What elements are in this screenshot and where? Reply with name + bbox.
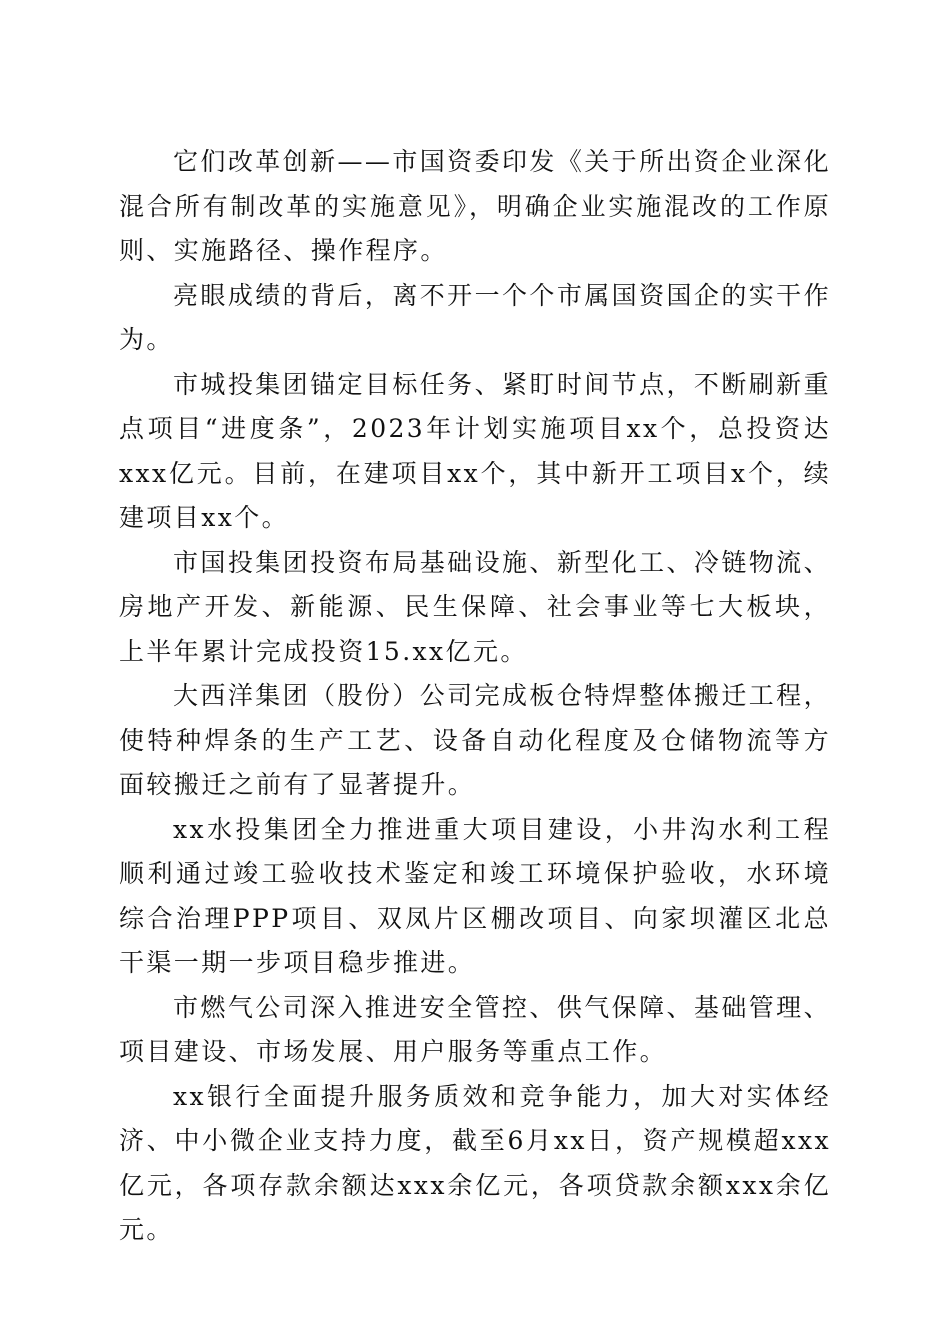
document-body — [119, 140, 831, 1253]
paragraph-reform-innovation: 它们改革创新——市国资委印发《关于所出资企业深化混合所有制改革的实施意见》，明确企业实施混改的工作原则、实施路径、操作程序。 — [119, 147, 831, 265]
paragraph-gas-company: 市燃气公司深入推进安全管控、供气保障、基础管理、项目建设、市场发展、用户服务等重点工作。 — [119, 992, 831, 1066]
paragraph-city-investment-group: 市城投集团锚定目标任务、紧盯时间节点，不断刷新重点项目“进度条”，2023年计划实施项目xx个，总投资达xxx亿元。目前，在建项目xx个，其中新开工项目x个，续建项目xx个。 — [119, 369, 831, 532]
paragraph-state-investment-group: 市国投集团投资布局基础设施、新型化工、冷链物流、房地产开发、新能源、民生保障、社会事业等七大板块，上半年累计完成投资15.xx亿元。 — [119, 547, 831, 666]
paragraph-atlantic-group: 大西洋集团（股份）公司完成板仓特焊整体搬迁工程，使特种焊条的生产工艺、设备自动化程度及仓储物流等方面较搬迁之前有了显著提升。 — [119, 681, 831, 799]
paragraph-water-investment-group: xx水投集团全力推进重大项目建设，小井沟水利工程顺利通过竣工验收技术鉴定和竣工环境保护验收，水环境综合治理PPP项目、双凤片区棚改项目、向家坝灌区北总干渠一期一步项目稳步推进。 — [119, 814, 831, 977]
paragraph-achievements: 亮眼成绩的背后，离不开一个个市属国资国企的实干作为。 — [119, 280, 831, 354]
paragraph-bank: xx银行全面提升服务质效和竞争能力，加大对实体经济、中小微企业支持力度，截至6月xx日，资产规模超xxx亿元，各项存款余额达xxx余亿元，各项贷款余额xxx余亿元。 — [119, 1081, 831, 1244]
